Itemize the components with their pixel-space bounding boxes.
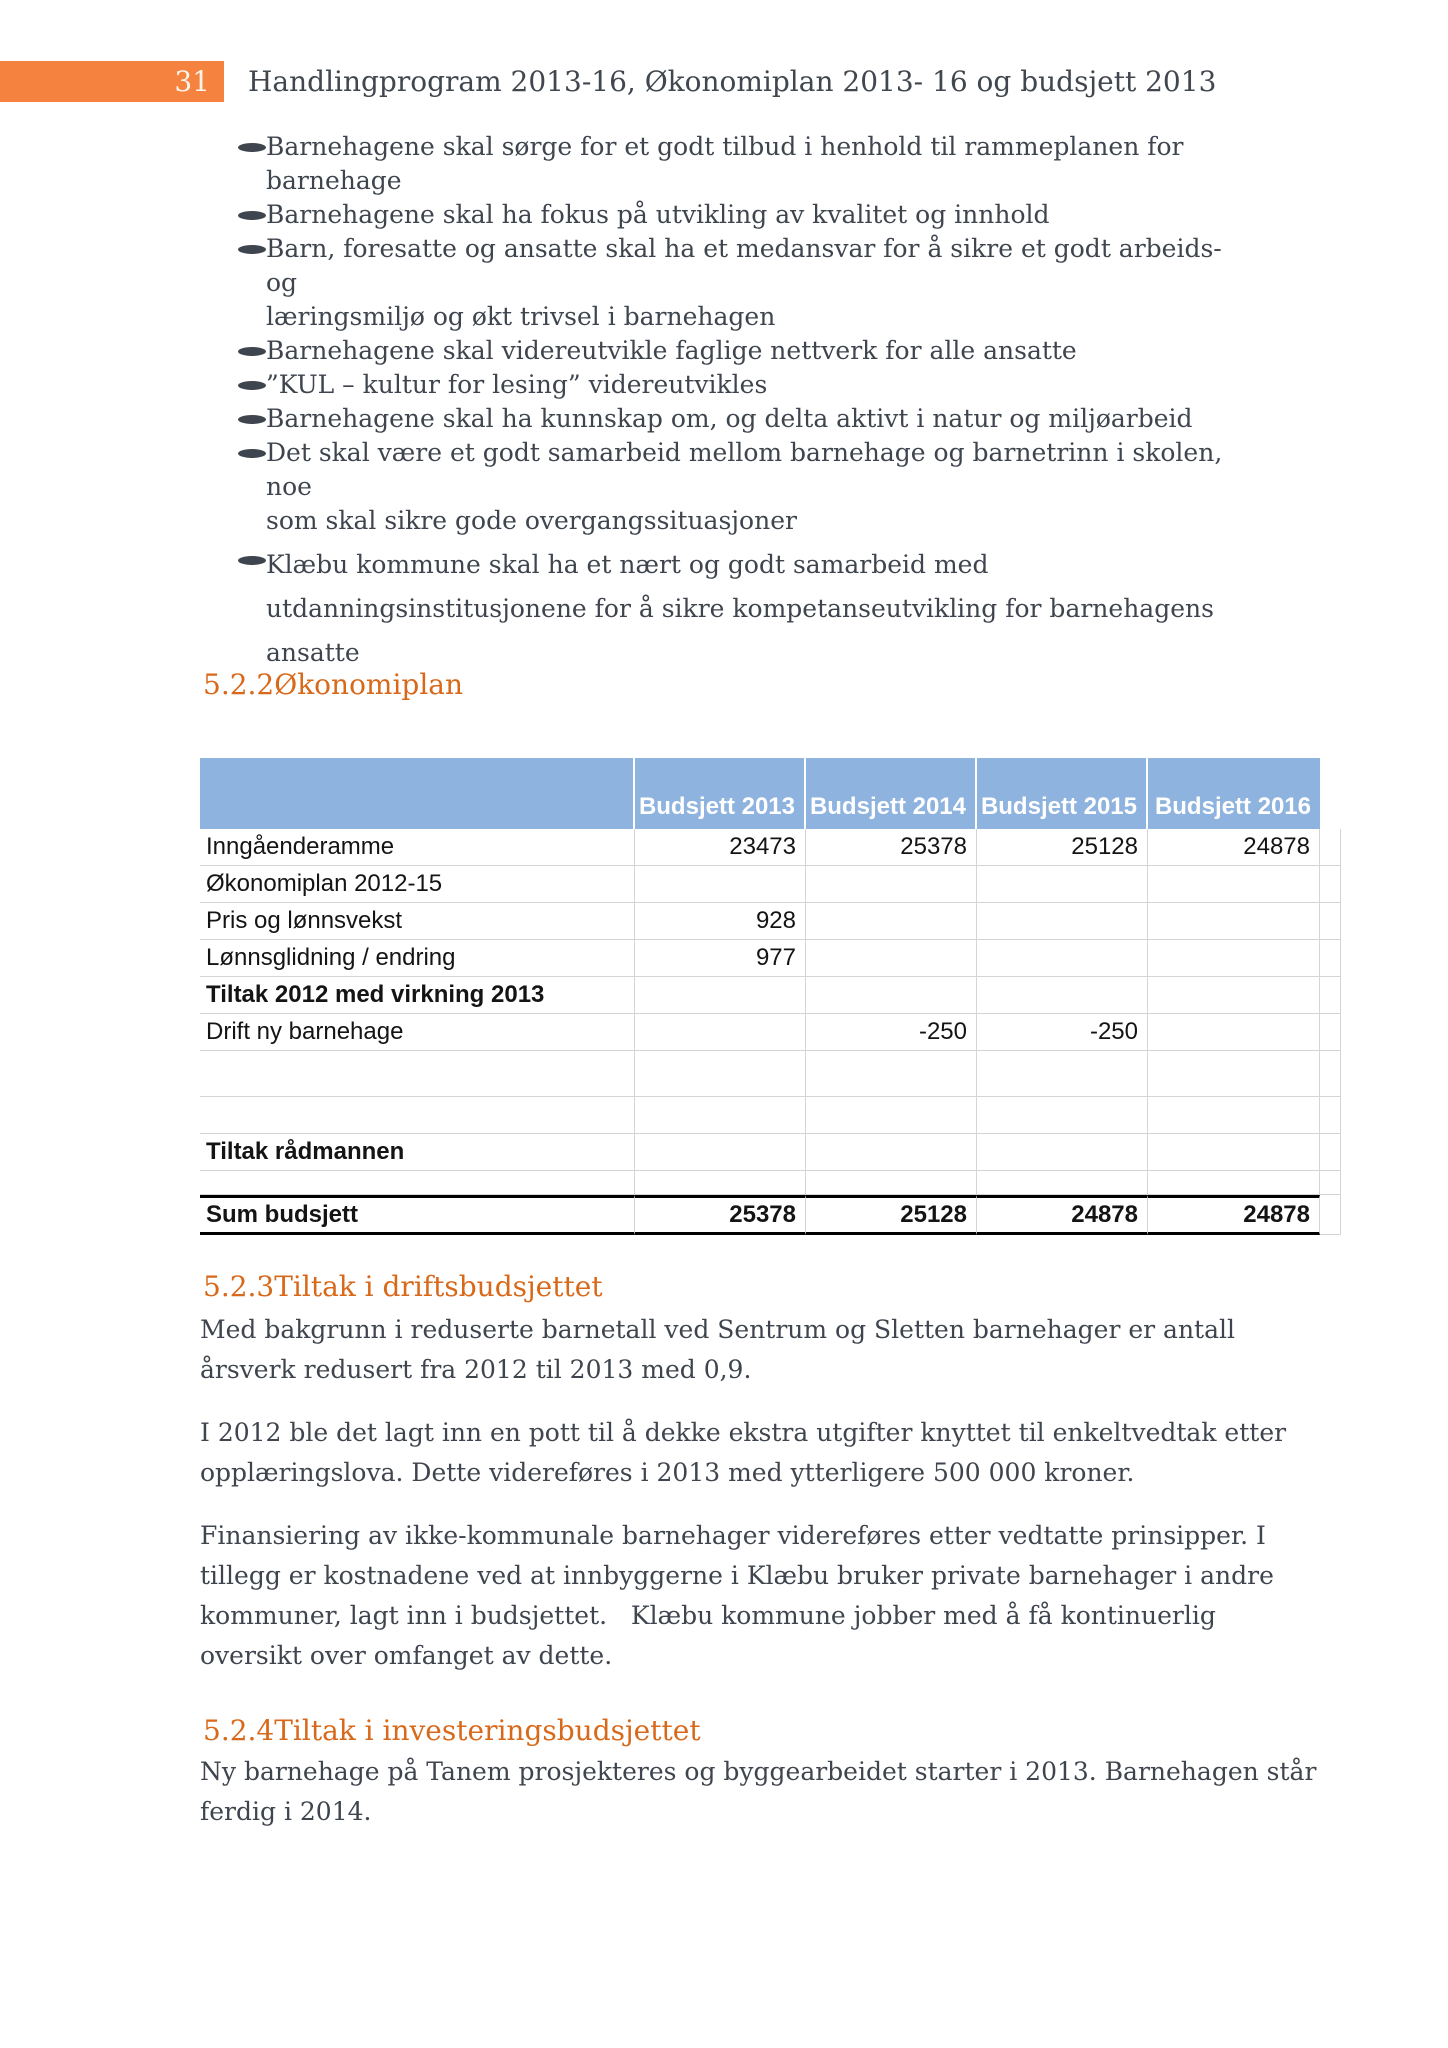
table-value-cell — [1148, 1051, 1320, 1097]
section-title: Økonomiplan — [274, 668, 464, 701]
bullet-item — [238, 232, 1238, 334]
table-value-cell — [806, 1051, 977, 1097]
section-title: Tiltak i investeringsbudsjettet — [274, 1714, 701, 1747]
section-heading-523 — [203, 1270, 603, 1303]
bullet-marker-icon — [238, 245, 266, 254]
table-value-cell: 25378 — [806, 829, 977, 866]
table-row — [200, 1014, 1341, 1051]
table-value-cell — [635, 1014, 806, 1051]
table-value-cell — [635, 1171, 806, 1195]
table-row-label: Lønnsglidning / endring — [200, 940, 635, 977]
table-value-cell: 25378 — [635, 1195, 806, 1235]
table-value-cell — [806, 1097, 977, 1134]
table-value-cell — [1148, 977, 1320, 1014]
bullet-marker-icon — [238, 556, 266, 565]
table-row-label — [200, 1171, 635, 1195]
table-row-label — [200, 1051, 635, 1097]
page-number-bar — [0, 61, 224, 102]
table-spacer-cell — [1320, 940, 1341, 977]
table-spacer-cell — [1320, 1097, 1341, 1134]
table-row-label: Økonomiplan 2012-15 — [200, 866, 635, 903]
table-value-cell: 928 — [635, 903, 806, 940]
bullet-marker-icon — [238, 211, 266, 220]
document-header-title: Handlingprogram 2013-16, Økonomiplan 2013- 16 og budsjett 2013 — [248, 65, 1217, 98]
table-row-label: Tiltak rådmannen — [200, 1134, 635, 1171]
table-value-cell: 24878 — [1148, 829, 1320, 866]
table-value-cell — [806, 903, 977, 940]
table-row-label: Pris og lønnsvekst — [200, 903, 635, 940]
table-spacer-cell — [1320, 866, 1341, 903]
bullet-marker-icon — [238, 415, 266, 424]
table-header-cell — [200, 758, 635, 829]
table-value-cell: 23473 — [635, 829, 806, 866]
table-value-cell — [977, 866, 1148, 903]
table-row — [200, 903, 1341, 940]
table-value-cell: 977 — [635, 940, 806, 977]
section-number: 5.2.2 — [203, 668, 275, 701]
table-header-row — [200, 758, 1341, 829]
table-value-cell — [806, 866, 977, 903]
bullet-text: Barnehagene skal ha kunnskap om, og delta aktivt i natur og miljøarbeid — [266, 404, 1193, 433]
table-header-cell-spacer — [1320, 758, 1341, 829]
table-row — [200, 1195, 1341, 1235]
table-spacer-cell — [1320, 903, 1341, 940]
paragraph: Ny barnehage på Tanem prosjekteres og byggearbeidet starter i 2013. Barnehagen står ferdig i 2014. — [200, 1757, 1317, 1826]
table-spacer-cell — [1320, 829, 1341, 866]
table-value-cell — [806, 1134, 977, 1171]
table-spacer-cell — [1320, 977, 1341, 1014]
section-number: 5.2.3 — [203, 1270, 275, 1303]
table-value-cell: 25128 — [806, 1195, 977, 1235]
table-value-cell: -250 — [977, 1014, 1148, 1051]
section-heading-524 — [203, 1714, 701, 1747]
table-row — [200, 1134, 1341, 1171]
table-spacer-cell — [1320, 1051, 1341, 1097]
table-row — [200, 1097, 1341, 1134]
bullet-item — [238, 402, 1238, 436]
bullet-text: Barn, foresatte og ansatte skal ha et medansvar for å sikre et godt arbeids- og læringsmiljø og økt trivsel i barnehagen — [266, 234, 1222, 331]
table-row-label: Inngåenderamme — [200, 829, 635, 866]
bullet-marker-icon — [238, 143, 266, 152]
bullet-text: Barnehagene skal videreutvikle faglige nettverk for alle ansatte — [266, 336, 1077, 365]
table-value-cell — [977, 1097, 1148, 1134]
bullet-text: Barnehagene skal sørge for et godt tilbud i henhold til rammeplanen for barnehage — [266, 132, 1184, 195]
table-value-cell: 24878 — [1148, 1195, 1320, 1235]
table-row — [200, 866, 1341, 903]
table-row — [200, 1171, 1341, 1195]
table-value-cell — [635, 1097, 806, 1134]
table-spacer-cell — [1320, 1171, 1341, 1195]
table-row — [200, 1051, 1341, 1097]
table-header-cell: Budsjett 2016 — [1148, 758, 1320, 829]
table-value-cell — [806, 940, 977, 977]
paragraph: Finansiering av ikke-kommunale barnehager videreføres etter vedtatte prinsipper. I tillegg er kostnadene ved at innbyggerne i Klæbu bruker private barnehager i andre kommuner, lagt inn i budsjettet. Klæbu kommune jobber med å få kontinuerlig oversikt over omfanget av dette. — [200, 1521, 1274, 1670]
bullet-item — [238, 436, 1238, 538]
table-value-cell — [1148, 1097, 1320, 1134]
table-row — [200, 977, 1341, 1014]
bullet-item — [238, 543, 1238, 675]
table-value-cell — [1148, 940, 1320, 977]
table-spacer-cell — [1320, 1134, 1341, 1171]
table-header-cell: Budsjett 2015 — [977, 758, 1148, 829]
table-value-cell — [1148, 903, 1320, 940]
table-value-cell: 25128 — [977, 829, 1148, 866]
table-value-cell — [635, 1134, 806, 1171]
table-value-cell — [635, 866, 806, 903]
bullet-item — [238, 368, 1238, 402]
table-value-cell — [977, 1134, 1148, 1171]
paragraphs-523 — [200, 1310, 1330, 1699]
table-value-cell — [806, 1171, 977, 1195]
bullet-item — [238, 334, 1238, 368]
bullet-text: Det skal være et godt samarbeid mellom barnehage og barnetrinn i skolen, noe som skal sikre gode overgangssituasjoner — [266, 438, 1223, 535]
table-row — [200, 829, 1341, 866]
bullet-item — [238, 198, 1238, 232]
bullet-marker-icon — [238, 347, 266, 356]
table-value-cell: 24878 — [977, 1195, 1148, 1235]
table-value-cell — [977, 940, 1148, 977]
table-value-cell — [977, 1051, 1148, 1097]
table-value-cell — [977, 1171, 1148, 1195]
table-value-cell — [1148, 1134, 1320, 1171]
bullet-list — [238, 130, 1238, 675]
table-row-label: Drift ny barnehage — [200, 1014, 635, 1051]
table-value-cell — [1148, 1171, 1320, 1195]
table-row-label — [200, 1097, 635, 1134]
table-spacer-cell — [1320, 1014, 1341, 1051]
table-row-label: Tiltak 2012 med virkning 2013 — [200, 977, 635, 1014]
paragraph: Med bakgrunn i reduserte barnetall ved Sentrum og Sletten barnehager er antall årsverk redusert fra 2012 til 2013 med 0,9. — [200, 1315, 1235, 1384]
table-spacer-cell — [1320, 1195, 1341, 1235]
table-value-cell — [1148, 866, 1320, 903]
table-value-cell — [635, 1051, 806, 1097]
bullet-item — [238, 130, 1238, 198]
bullet-marker-icon — [238, 449, 266, 458]
paragraph: I 2012 ble det lagt inn en pott til å dekke ekstra utgifter knyttet til enkeltvedtak etter opplæringslova. Dette videreføres i 2013 med ytterligere 500 000 kroner. — [200, 1418, 1287, 1487]
table-row — [200, 940, 1341, 977]
bullet-marker-icon — [238, 381, 266, 390]
bullet-text: ”KUL – kultur for lesing” videreutvikles — [266, 370, 768, 399]
bullet-text: Barnehagene skal ha fokus på utvikling av kvalitet og innhold — [266, 200, 1050, 229]
budget-table — [200, 758, 1341, 1235]
table-value-cell — [1148, 1014, 1320, 1051]
section-title: Tiltak i driftsbudsjettet — [274, 1270, 603, 1303]
page-number: 31 — [174, 65, 210, 98]
table-value-cell — [977, 977, 1148, 1014]
table-row-label: Sum budsjett — [200, 1195, 635, 1235]
paragraphs-524 — [200, 1752, 1330, 1855]
bullet-text: Klæbu kommune skal ha et nært og godt samarbeid med utdanningsinstitusjonene for å sikre kompetanseutvikling for barnehagens ansatte — [266, 550, 1214, 667]
table-header-cell: Budsjett 2014 — [806, 758, 977, 829]
section-heading-522 — [203, 668, 463, 701]
table-header-cell: Budsjett 2013 — [635, 758, 806, 829]
table-value-cell — [977, 903, 1148, 940]
table-value-cell — [635, 977, 806, 1014]
table-value-cell — [806, 977, 977, 1014]
table-value-cell: -250 — [806, 1014, 977, 1051]
section-number: 5.2.4 — [203, 1714, 275, 1747]
